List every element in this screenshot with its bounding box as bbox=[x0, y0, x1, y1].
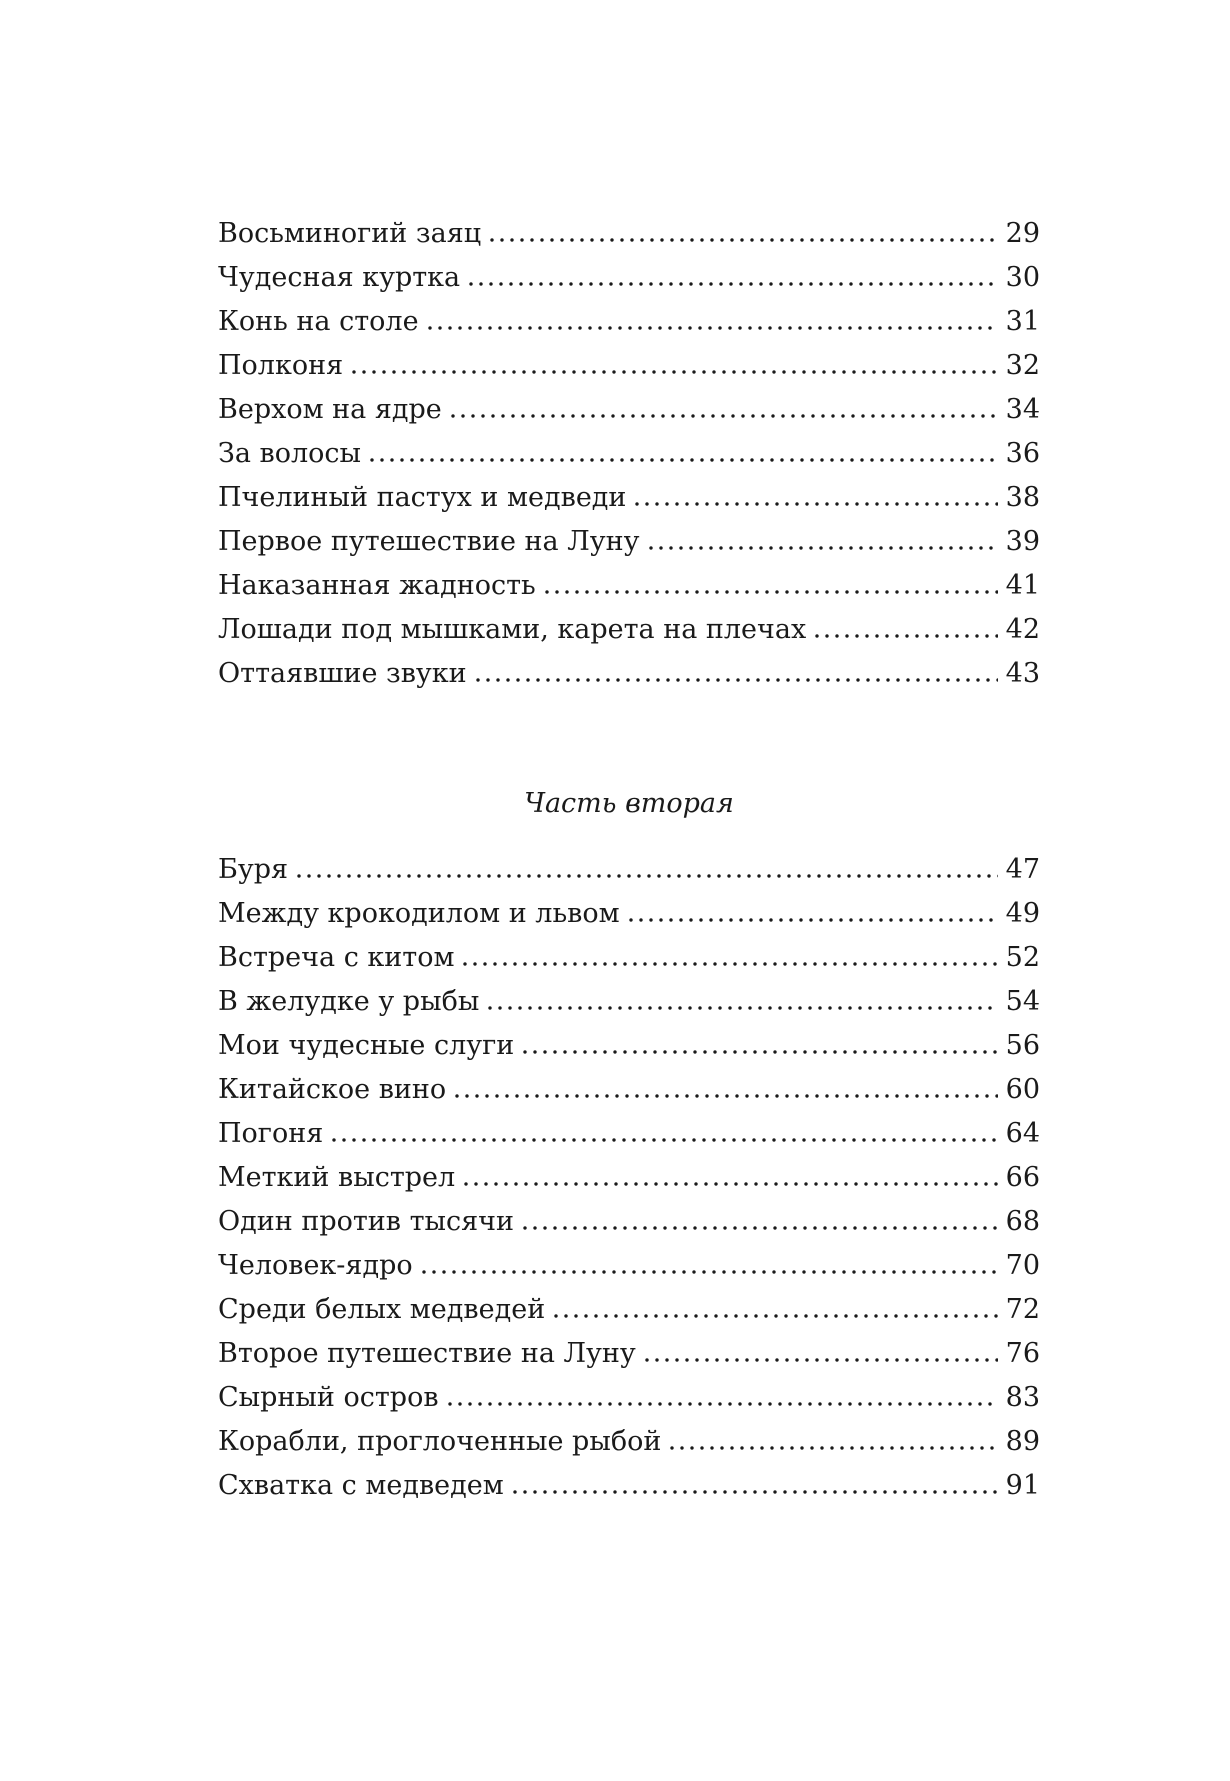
toc-entry-title: Среди белых медведей bbox=[218, 1294, 546, 1325]
dot-leader bbox=[646, 546, 998, 550]
toc-entry-page: 89 bbox=[1005, 1426, 1040, 1457]
part-heading: Часть вторая bbox=[524, 788, 734, 819]
dot-leader bbox=[448, 414, 998, 418]
toc-entry-page: 68 bbox=[1005, 1206, 1040, 1237]
toc-entry bbox=[218, 300, 1040, 344]
toc-entry-page: 43 bbox=[1005, 658, 1040, 689]
toc-entry-page: 31 bbox=[1005, 306, 1040, 337]
toc-entry bbox=[218, 980, 1040, 1024]
toc-entry-page: 39 bbox=[1005, 526, 1040, 557]
toc-entry bbox=[218, 1464, 1040, 1508]
toc-entry-title: Сырный остров bbox=[218, 1382, 439, 1413]
toc-entry-page: 41 bbox=[1005, 570, 1040, 601]
toc-entry-title: Между крокодилом и львом bbox=[218, 898, 620, 929]
toc-entry bbox=[218, 432, 1040, 476]
toc-entry bbox=[218, 1244, 1040, 1288]
toc-entry-title: Встреча с китом bbox=[218, 942, 455, 973]
toc-entry bbox=[218, 848, 1040, 892]
toc-entry-page: 66 bbox=[1005, 1162, 1040, 1193]
toc-entry-page: 30 bbox=[1005, 262, 1040, 293]
dot-leader bbox=[452, 1094, 997, 1098]
toc-entry-title: Верхом на ядре bbox=[218, 394, 442, 425]
toc-entry-page: 38 bbox=[1005, 482, 1040, 513]
toc-entry-page: 34 bbox=[1005, 394, 1040, 425]
toc-entry-title: Человек-ядро bbox=[218, 1250, 413, 1281]
toc-entry-title: Схватка с медведем bbox=[218, 1470, 504, 1501]
toc-entry-page: 36 bbox=[1005, 438, 1040, 469]
toc-entry bbox=[218, 564, 1040, 608]
toc-entry-page: 64 bbox=[1005, 1118, 1040, 1149]
toc-entry-page: 42 bbox=[1005, 614, 1040, 645]
dot-leader bbox=[466, 282, 997, 286]
dot-leader bbox=[419, 1270, 998, 1274]
toc-entry-title: Наказанная жадность bbox=[218, 570, 536, 601]
dot-leader bbox=[487, 238, 998, 242]
toc-entry-title: Конь на столе bbox=[218, 306, 419, 337]
dot-leader bbox=[425, 326, 998, 330]
toc-entry bbox=[218, 476, 1040, 520]
toc-entry-title: Чудесная куртка bbox=[218, 262, 461, 293]
dot-leader bbox=[626, 918, 998, 922]
dot-leader bbox=[510, 1490, 998, 1494]
toc-entry bbox=[218, 520, 1040, 564]
toc-entry-title: За волосы bbox=[218, 438, 361, 469]
toc-entry-title: Лошади под мышками, карета на плечах bbox=[218, 614, 807, 645]
toc-entry-title: Погоня bbox=[218, 1118, 324, 1149]
toc-entry-title: Корабли, проглоченные рыбой bbox=[218, 1426, 662, 1457]
toc-part-two bbox=[218, 848, 1040, 1508]
toc-entry bbox=[218, 1288, 1040, 1332]
dot-leader bbox=[473, 678, 998, 682]
toc-entry-title: Полконя bbox=[218, 350, 344, 381]
dot-leader bbox=[551, 1314, 997, 1318]
toc-entry-page: 83 bbox=[1005, 1382, 1040, 1413]
toc-entry bbox=[218, 1024, 1040, 1068]
dot-leader bbox=[445, 1402, 998, 1406]
dot-leader bbox=[485, 1006, 997, 1010]
toc-entry-page: 56 bbox=[1005, 1030, 1040, 1061]
toc-entry-title: Мои чудесные слуги bbox=[218, 1030, 515, 1061]
toc-entry-page: 72 bbox=[1005, 1294, 1040, 1325]
toc-entry-page: 52 bbox=[1005, 942, 1040, 973]
toc-entry bbox=[218, 388, 1040, 432]
toc-entry bbox=[218, 344, 1040, 388]
toc-entry-title: Китайское вино bbox=[218, 1074, 447, 1105]
toc-entry bbox=[218, 892, 1040, 936]
toc-entry-page: 60 bbox=[1005, 1074, 1040, 1105]
toc-entry-title: Восьминогий заяц bbox=[218, 218, 482, 249]
toc-entry bbox=[218, 1420, 1040, 1464]
toc-entry-title: Первое путешествие на Луну bbox=[218, 526, 640, 557]
toc-entry bbox=[218, 1112, 1040, 1156]
toc-entry bbox=[218, 1200, 1040, 1244]
toc-entry-title: Меткий выстрел bbox=[218, 1162, 456, 1193]
toc-entry-page: 47 bbox=[1005, 854, 1040, 885]
dot-leader bbox=[461, 1182, 997, 1186]
dot-leader bbox=[329, 1138, 997, 1142]
toc-entry bbox=[218, 256, 1040, 300]
toc-entry-page: 91 bbox=[1005, 1470, 1040, 1501]
toc-entry-page: 49 bbox=[1005, 898, 1040, 929]
dot-leader bbox=[367, 458, 998, 462]
toc-entry bbox=[218, 212, 1040, 256]
toc-entry-page: 76 bbox=[1005, 1338, 1040, 1369]
toc-entry-title: Один против тысячи bbox=[218, 1206, 515, 1237]
toc-entry bbox=[218, 608, 1040, 652]
dot-leader bbox=[349, 370, 998, 374]
dot-leader bbox=[294, 874, 998, 878]
toc-entry bbox=[218, 1068, 1040, 1112]
dot-leader bbox=[812, 634, 997, 638]
toc-entry-title: Пчелиный пастух и медведи bbox=[218, 482, 627, 513]
toc-entry bbox=[218, 652, 1040, 696]
toc-entry-title: Буря bbox=[218, 854, 289, 885]
dot-leader bbox=[642, 1358, 998, 1362]
toc-entry-title: Оттаявшие звуки bbox=[218, 658, 467, 689]
toc-entry-title: Второе путешествие на Луну bbox=[218, 1338, 636, 1369]
toc-entry bbox=[218, 1332, 1040, 1376]
dot-leader bbox=[667, 1446, 997, 1450]
dot-leader bbox=[520, 1050, 997, 1054]
toc-entry bbox=[218, 936, 1040, 980]
toc-part-one bbox=[218, 212, 1040, 696]
dot-leader bbox=[460, 962, 997, 966]
dot-leader bbox=[632, 502, 997, 506]
toc-entry bbox=[218, 1376, 1040, 1420]
toc-entry-page: 54 bbox=[1005, 986, 1040, 1017]
toc-entry-page: 29 bbox=[1005, 218, 1040, 249]
dot-leader bbox=[520, 1226, 998, 1230]
toc-entry-page: 32 bbox=[1005, 350, 1040, 381]
dot-leader bbox=[542, 590, 998, 594]
toc-entry-title: В желудке у рыбы bbox=[218, 986, 480, 1017]
toc-entry bbox=[218, 1156, 1040, 1200]
toc-entry-page: 70 bbox=[1005, 1250, 1040, 1281]
